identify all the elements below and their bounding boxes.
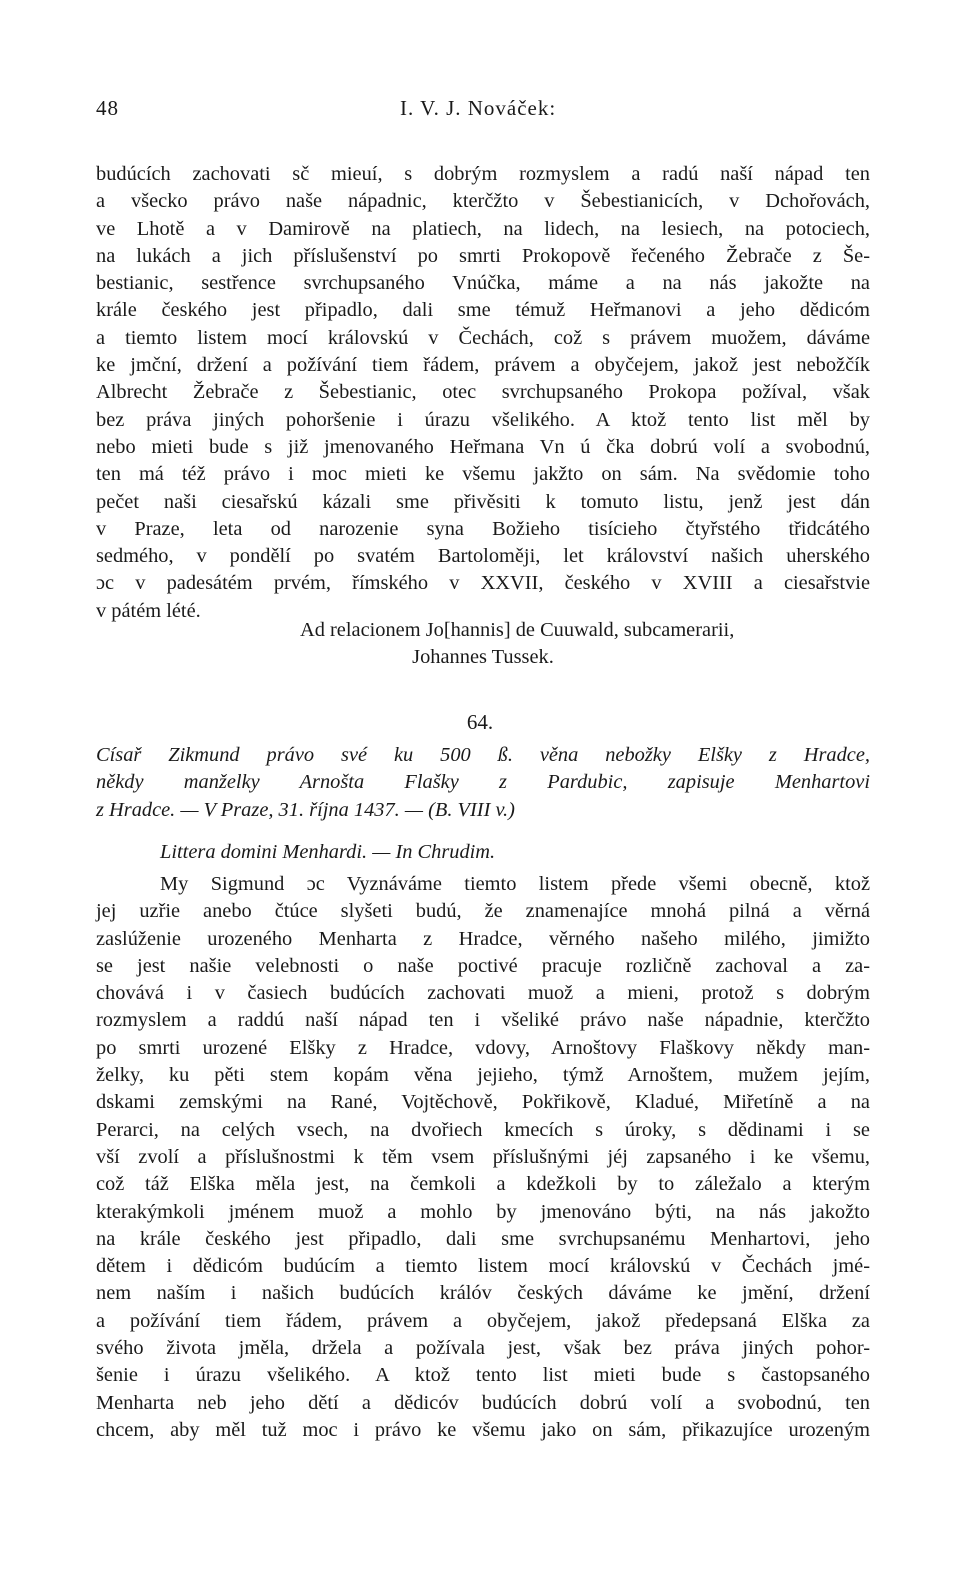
text-line: jej uzřie anebo čtúce slyšeti budú, že znamenajíce mnohá pilná a věrná bbox=[96, 900, 870, 923]
text-line: zaslúženie urozeného Menharta z Hradce, věrného našeho milého, jimižto bbox=[96, 927, 870, 950]
text-line: rozmyslem a raddú naší nápad ten i všeliké právo naše nápadnie, kterčžto bbox=[96, 1009, 870, 1032]
text-line: bestianic, sestřence svrchupsaného Vnúčka, máme a na nás jakožte na bbox=[96, 272, 870, 295]
text-line: želky, ku pěti stem kopám věna jejieho, týmž Arnoštem, mužem jejím, bbox=[96, 1064, 870, 1087]
text-line: chcem, aby měl tuž moc i právo ke všemu jako on sám, přikazujíce urozeným bbox=[96, 1418, 870, 1441]
text-line: v pátém lété. bbox=[96, 599, 201, 622]
paragraph-charter-2 bbox=[96, 871, 870, 1444]
text-line: se jest našie velebnosti o naše poctivé pracuje rozličně zachoval a za- bbox=[96, 954, 870, 977]
text-line: šenie i úrazu všelikého. A ktož tento list mieti bude s častopsaného bbox=[96, 1364, 870, 1387]
text-line: na lukách a jich příslušenství po smrti Prokopově řečeného Žebrače z Še- bbox=[96, 244, 870, 267]
rubric: Littera domini Menhardi. — In Chrudim. bbox=[160, 841, 496, 863]
text-line: ten má též právo i moc mieti ke všemu jakžto on sám. Na svědomie toho bbox=[96, 463, 870, 486]
text-line: budúcích zachovati sč mieuí, s dobrým rozmyslem a radú naší nápad ten bbox=[96, 163, 870, 185]
text-line: na krále českého jest připadlo, dali sme svrchupsanému Menhartovi, jeho bbox=[96, 1227, 870, 1250]
regest-line: z Hradce. — V Praze, 31. října 1437. — (B. VIII v.) bbox=[96, 798, 515, 821]
text-line: pečet naši ciesařskú kázali sme přivěsiti k tomuto listu, jenž jest dán bbox=[96, 490, 870, 513]
text-line: Perarci, na celých vsech, na dvořiech kmecích s úroky, s dědinami i se bbox=[96, 1118, 870, 1141]
text-line: Albrecht Žebrače z Šebestianic, otec svrchupsaného Prokopa požíval, však bbox=[96, 381, 870, 404]
relation-note: Ad relacionem Jo[hannis] de Cuuwald, subcamerarii, bbox=[300, 619, 735, 641]
text-line: dětem i dědicóm budúcím a tiemto listem mocí královskú v Čechách jmé- bbox=[96, 1255, 870, 1278]
text-line: nebo mieti bude s již jmenovaného Heřmana Vn ú čka dobrú volí a svobodnú, bbox=[96, 435, 870, 458]
text-line: krále českého jest připadlo, dali sme témuž Heřmanovi a jeho dědicóm bbox=[96, 299, 870, 322]
text-line: svého života jměla, držela a požívala jest, však bez práva jiných pohor- bbox=[96, 1337, 870, 1360]
text-line: My Sigmund ɔc Vyznáváme tiemto listem přede všemi obecně, ktož bbox=[160, 873, 870, 895]
text-line: ve Lhotě a v Damirově na platiech, na lidech, na lesiech, na potociech, bbox=[96, 217, 870, 240]
page-number: 48 bbox=[96, 96, 119, 120]
regest bbox=[96, 742, 870, 824]
paragraph-charter-1 bbox=[96, 161, 870, 625]
text-line: v Praze, leta od narozenie syna Božieho tisícieho čtyřstého třidcátého bbox=[96, 517, 870, 540]
running-title: I. V. J. Nováček: bbox=[400, 96, 557, 120]
text-line: nem naším i našich budúcích králóv českých dáváme ke jmění, držení bbox=[96, 1282, 870, 1305]
text-line: dskami zemskými na Rané, Vojtěchově, Pokřikově, Kladué, Miřetíně a na bbox=[96, 1091, 870, 1114]
document-number: 64. bbox=[466, 710, 494, 734]
text-line: bez práva jiných pohoršenie i úrazu všelikého. A ktož tento list měl by bbox=[96, 408, 870, 431]
text-line: chovává i v časiech budúcích zachovati muož a mieni, protož s dobrým bbox=[96, 982, 870, 1005]
text-line: což táž Elška měla jest, na čemkoli a kdežkoli by to záležalo a kterým bbox=[96, 1173, 870, 1196]
signature-block bbox=[96, 617, 870, 672]
text-line: sedmého, v pondělí po svatém Bartoloměji, let království našich uherského bbox=[96, 545, 870, 568]
text-line: ɔc v padesátém prvém, římského v XXVII, českého v XVIII a ciesařstvie bbox=[96, 572, 870, 595]
text-line: ke jmční, držení a požívání tiem řádem, právem a obyčejem, jakož jest nebožčík bbox=[96, 354, 870, 377]
regest-line: Císař Zikmund právo své ku 500 ß. věna nebožky Elšky z Hradce, bbox=[96, 744, 870, 766]
text-line: a tiemto listem mocí královskú v Čechách, což s právem muožem, dáváme bbox=[96, 326, 870, 349]
text-line: a všecko právo naše nápadnic, kterčžto v Šebestianicích, v Dchořovách, bbox=[96, 190, 870, 213]
text-line: a požívání tiem řádem, právem a obyčejem, jakož předepsaná Elška za bbox=[96, 1309, 870, 1332]
regest-line: někdy manželky Arnošta Flašky z Pardubic, zapisuje Menhartovi bbox=[96, 771, 870, 794]
text-line: Menharta neb jeho dětí a dědicóv budúcích dobrú volí a svobodnú, ten bbox=[96, 1391, 870, 1414]
scribe-name: Johannes Tussek. bbox=[412, 646, 554, 669]
text-line: vší zvolí a příslušnostmi k těm vsem příslušnými jéj zapsaného i ke všemu, bbox=[96, 1145, 870, 1168]
text-line: po smrti urozené Elšky z Hradce, vdovy, Arnoštovy Flaškovy někdy man- bbox=[96, 1036, 870, 1059]
text-line: kterakýmkoli jménem muož a mohlo by jmenováno býti, na nás jakožto bbox=[96, 1200, 870, 1223]
